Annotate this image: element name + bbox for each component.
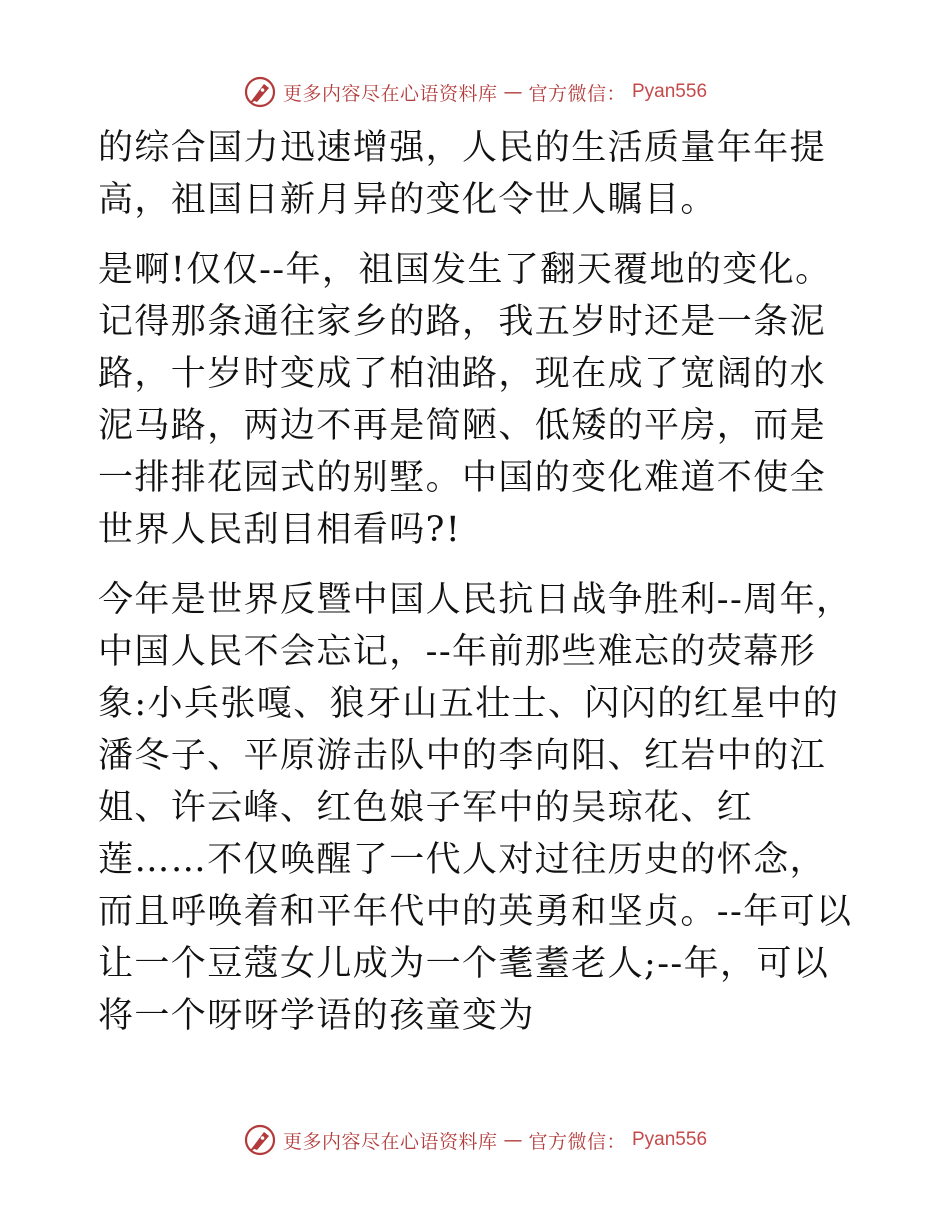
- watermark-account: Pyan556: [632, 1129, 708, 1150]
- watermark-account: Pyan556: [632, 81, 708, 102]
- watermark-text: 更多内容尽在心语资料库: [282, 82, 498, 105]
- watermark-separator: —: [503, 81, 523, 103]
- watermark-separator: —: [503, 1129, 523, 1151]
- document-body: [98, 122, 858, 1042]
- watermark-contact-label: 官方微信：: [528, 82, 626, 105]
- watermark-contact-label: 官方微信：: [528, 1130, 626, 1153]
- pen-nib-logo-icon: [243, 1123, 277, 1157]
- watermark-text: 更多内容尽在心语资料库: [282, 1130, 498, 1153]
- paragraph-1: 的综合国力迅速增强，人民的生活质量年年提高，祖国日新月异的变化令世人瞩目。: [98, 128, 827, 220]
- paragraph-3: 今年是世界反暨中国人民抗日战争胜利--周年，中国人民不会忘记，--年前那些难忘的荧幕形象:小兵张嘎、狼牙山五壮士、闪闪的红星中的潘冬子、平原游击队中的李向阳、红岩中的江姐、许云峰、红色娘子军中的吴琼花、红莲……不仅唤醒了一代人对过往历史的怀念，而且呼唤着和平年代中的英勇和坚贞。--年可以让一个豆蔻女儿成为一个耄耋老人;--年，可以将一个呀呀学语的孩童变为: [98, 580, 853, 1036]
- footer-watermark: [0, 1120, 950, 1160]
- header-watermark: [0, 72, 950, 112]
- paragraph-2: 是啊!仅仅--年，祖国发生了翻天覆地的变化。记得那条通往家乡的路，我五岁时还是一条泥路，十岁时变成了柏油路，现在成了宽阔的水泥马路，两边不再是简陋、低矮的平房，而是一排排花园式的别墅。中国的变化难道不使全世界人民刮目相看吗?!: [98, 250, 832, 550]
- pen-nib-logo-icon: [243, 75, 277, 109]
